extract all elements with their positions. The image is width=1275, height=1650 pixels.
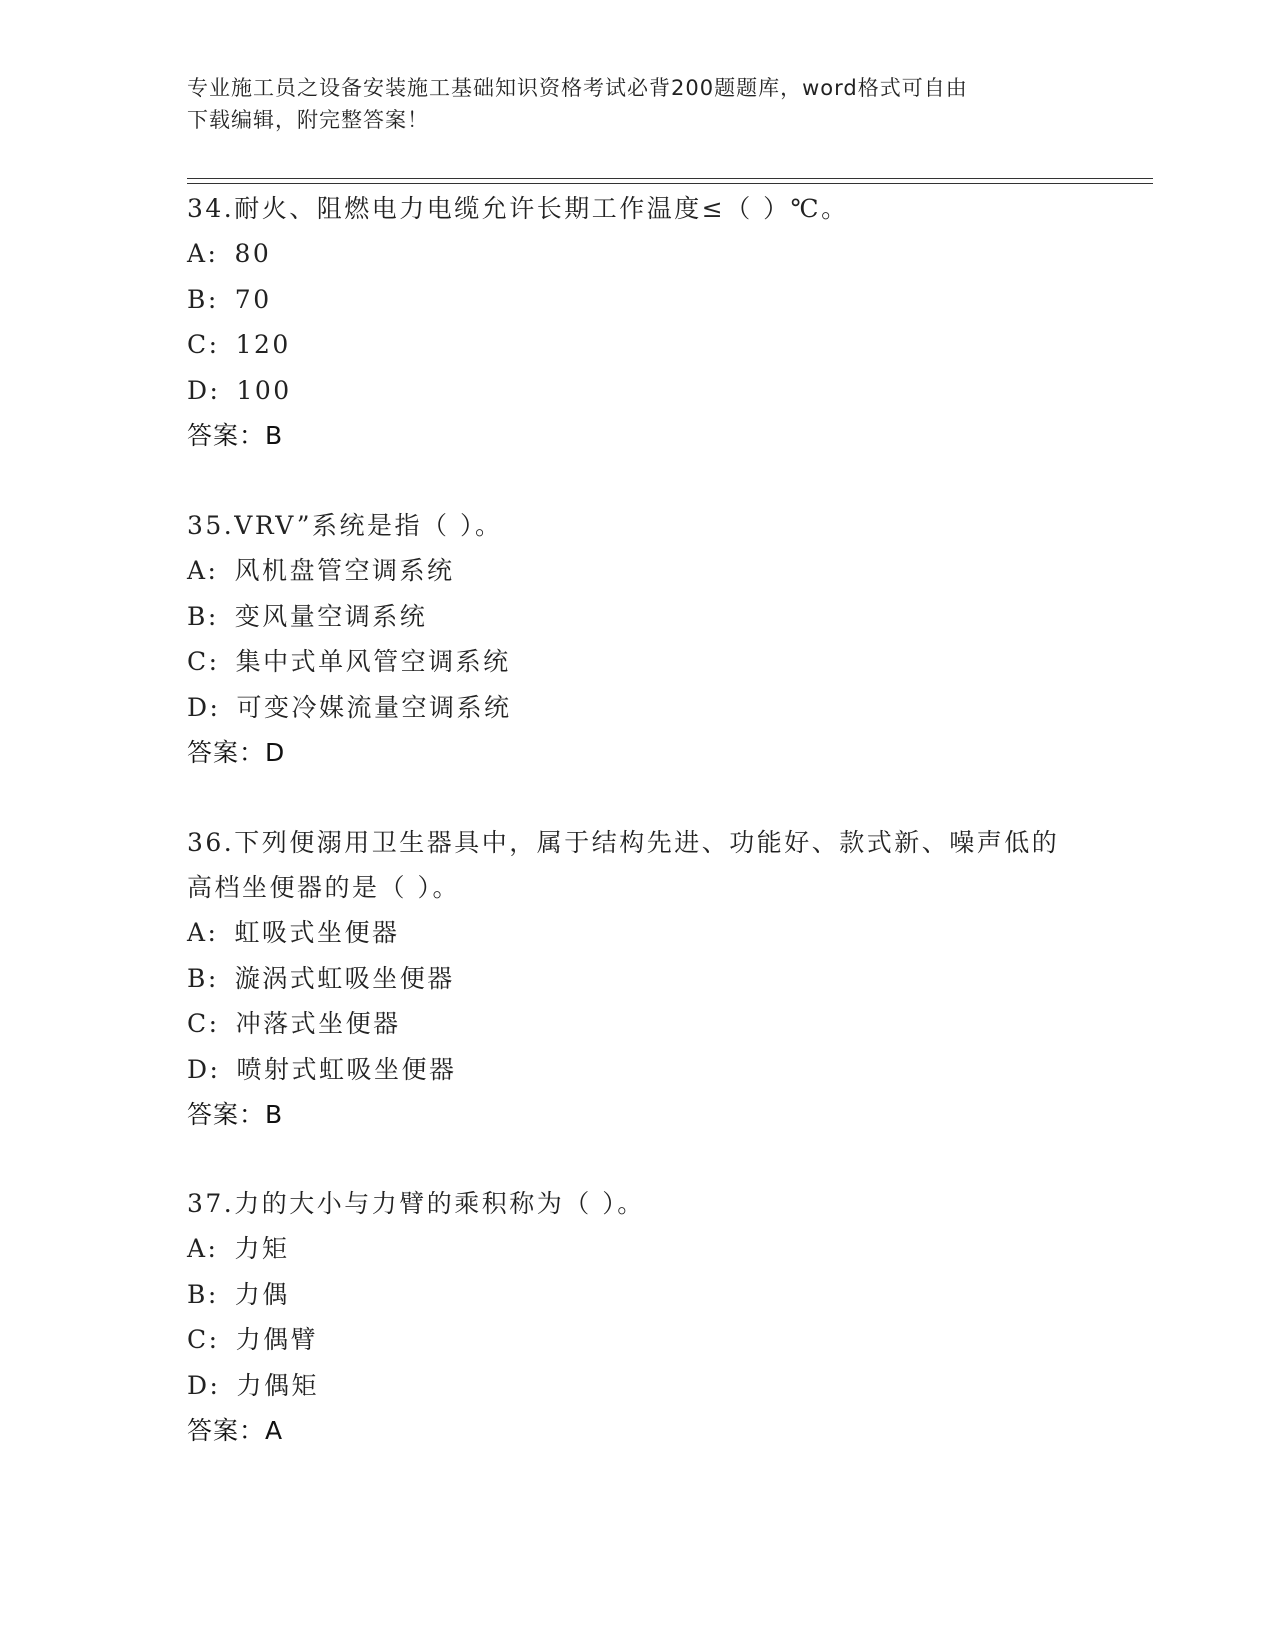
option-text: 可变冷媒流量空调系统 [236,692,512,722]
question-text: 36.下列便溺用卫生器具中，属于结构先进、功能好、款式新、噪声低的高档坐便器的是（ ）。 [187,828,1060,902]
answer: 答案：D [187,738,286,767]
header-line-1: 专业施工员之设备安装施工基础知识资格考试必背200题题库，word格式可自由 [187,76,968,100]
option-letter: B: [187,601,219,631]
option-text: 力偶臂 [235,1325,319,1354]
answer: 答案：B [187,1100,284,1129]
option-c [187,1001,1067,1047]
option-text: 冲落式坐便器 [235,1009,401,1038]
option-text: 120 [235,330,291,359]
option-d [187,685,1087,731]
option-text: 集中式单风管空调系统 [235,647,511,676]
option-text: 喷射式虹吸坐便器 [236,1054,457,1084]
option-letter: A: [187,556,219,585]
question-34 [187,186,1087,458]
option-letter: A: [187,239,219,268]
option-letter: C: [187,330,220,359]
option-letter: D: [187,1370,221,1400]
option-text: 70 [234,284,272,314]
option-text: 80 [234,239,272,268]
option-a [187,1226,1087,1272]
document-header [187,72,1067,136]
option-b [187,956,1067,1002]
option-d [187,368,1087,414]
question-text: 37.力的大小与力臂的乘积称为（ ）。 [187,1189,645,1218]
question-text: 34.耐火、阻燃电力电缆允许长期工作温度≤（ ）℃。 [187,194,849,223]
option-letter: A: [187,1234,219,1263]
option-text: 力偶 [234,1279,290,1309]
option-b [187,594,1087,640]
option-letter: C: [187,1009,220,1038]
option-letter: A: [187,918,219,947]
answer: 答案：A [187,1416,284,1445]
header-divider-bottom [187,183,1153,184]
option-text: 100 [236,375,292,405]
option-text: 力矩 [234,1234,290,1263]
option-text: 力偶矩 [236,1370,319,1400]
answer: 答案：B [187,421,284,450]
option-letter: B: [187,284,219,314]
option-letter: B: [187,963,219,993]
question-35 [187,503,1087,775]
option-letter: D: [187,1054,221,1084]
option-c [187,639,1087,685]
option-b [187,1272,1087,1318]
header-line-2: 下载编辑，附完整答案！ [187,108,429,132]
option-text: 变风量空调系统 [234,601,428,631]
question-37 [187,1181,1087,1453]
option-d [187,1047,1067,1093]
option-d [187,1363,1087,1409]
option-letter: C: [187,647,220,676]
question-text: 35.VRV”系统是指（ ）。 [187,511,503,540]
option-text: 漩涡式虹吸坐便器 [234,963,455,993]
option-a [187,231,1087,277]
option-letter: C: [187,1325,220,1354]
header-divider-top [187,178,1153,179]
option-c [187,1317,1087,1363]
option-letter: B: [187,1279,219,1309]
option-a [187,910,1067,956]
option-text: 虹吸式坐便器 [234,918,400,947]
option-text: 风机盘管空调系统 [234,556,455,585]
option-letter: D: [187,692,221,722]
option-b [187,277,1087,323]
question-36 [187,820,1067,1137]
option-letter: D: [187,375,221,405]
option-a [187,548,1087,594]
option-c [187,322,1087,368]
